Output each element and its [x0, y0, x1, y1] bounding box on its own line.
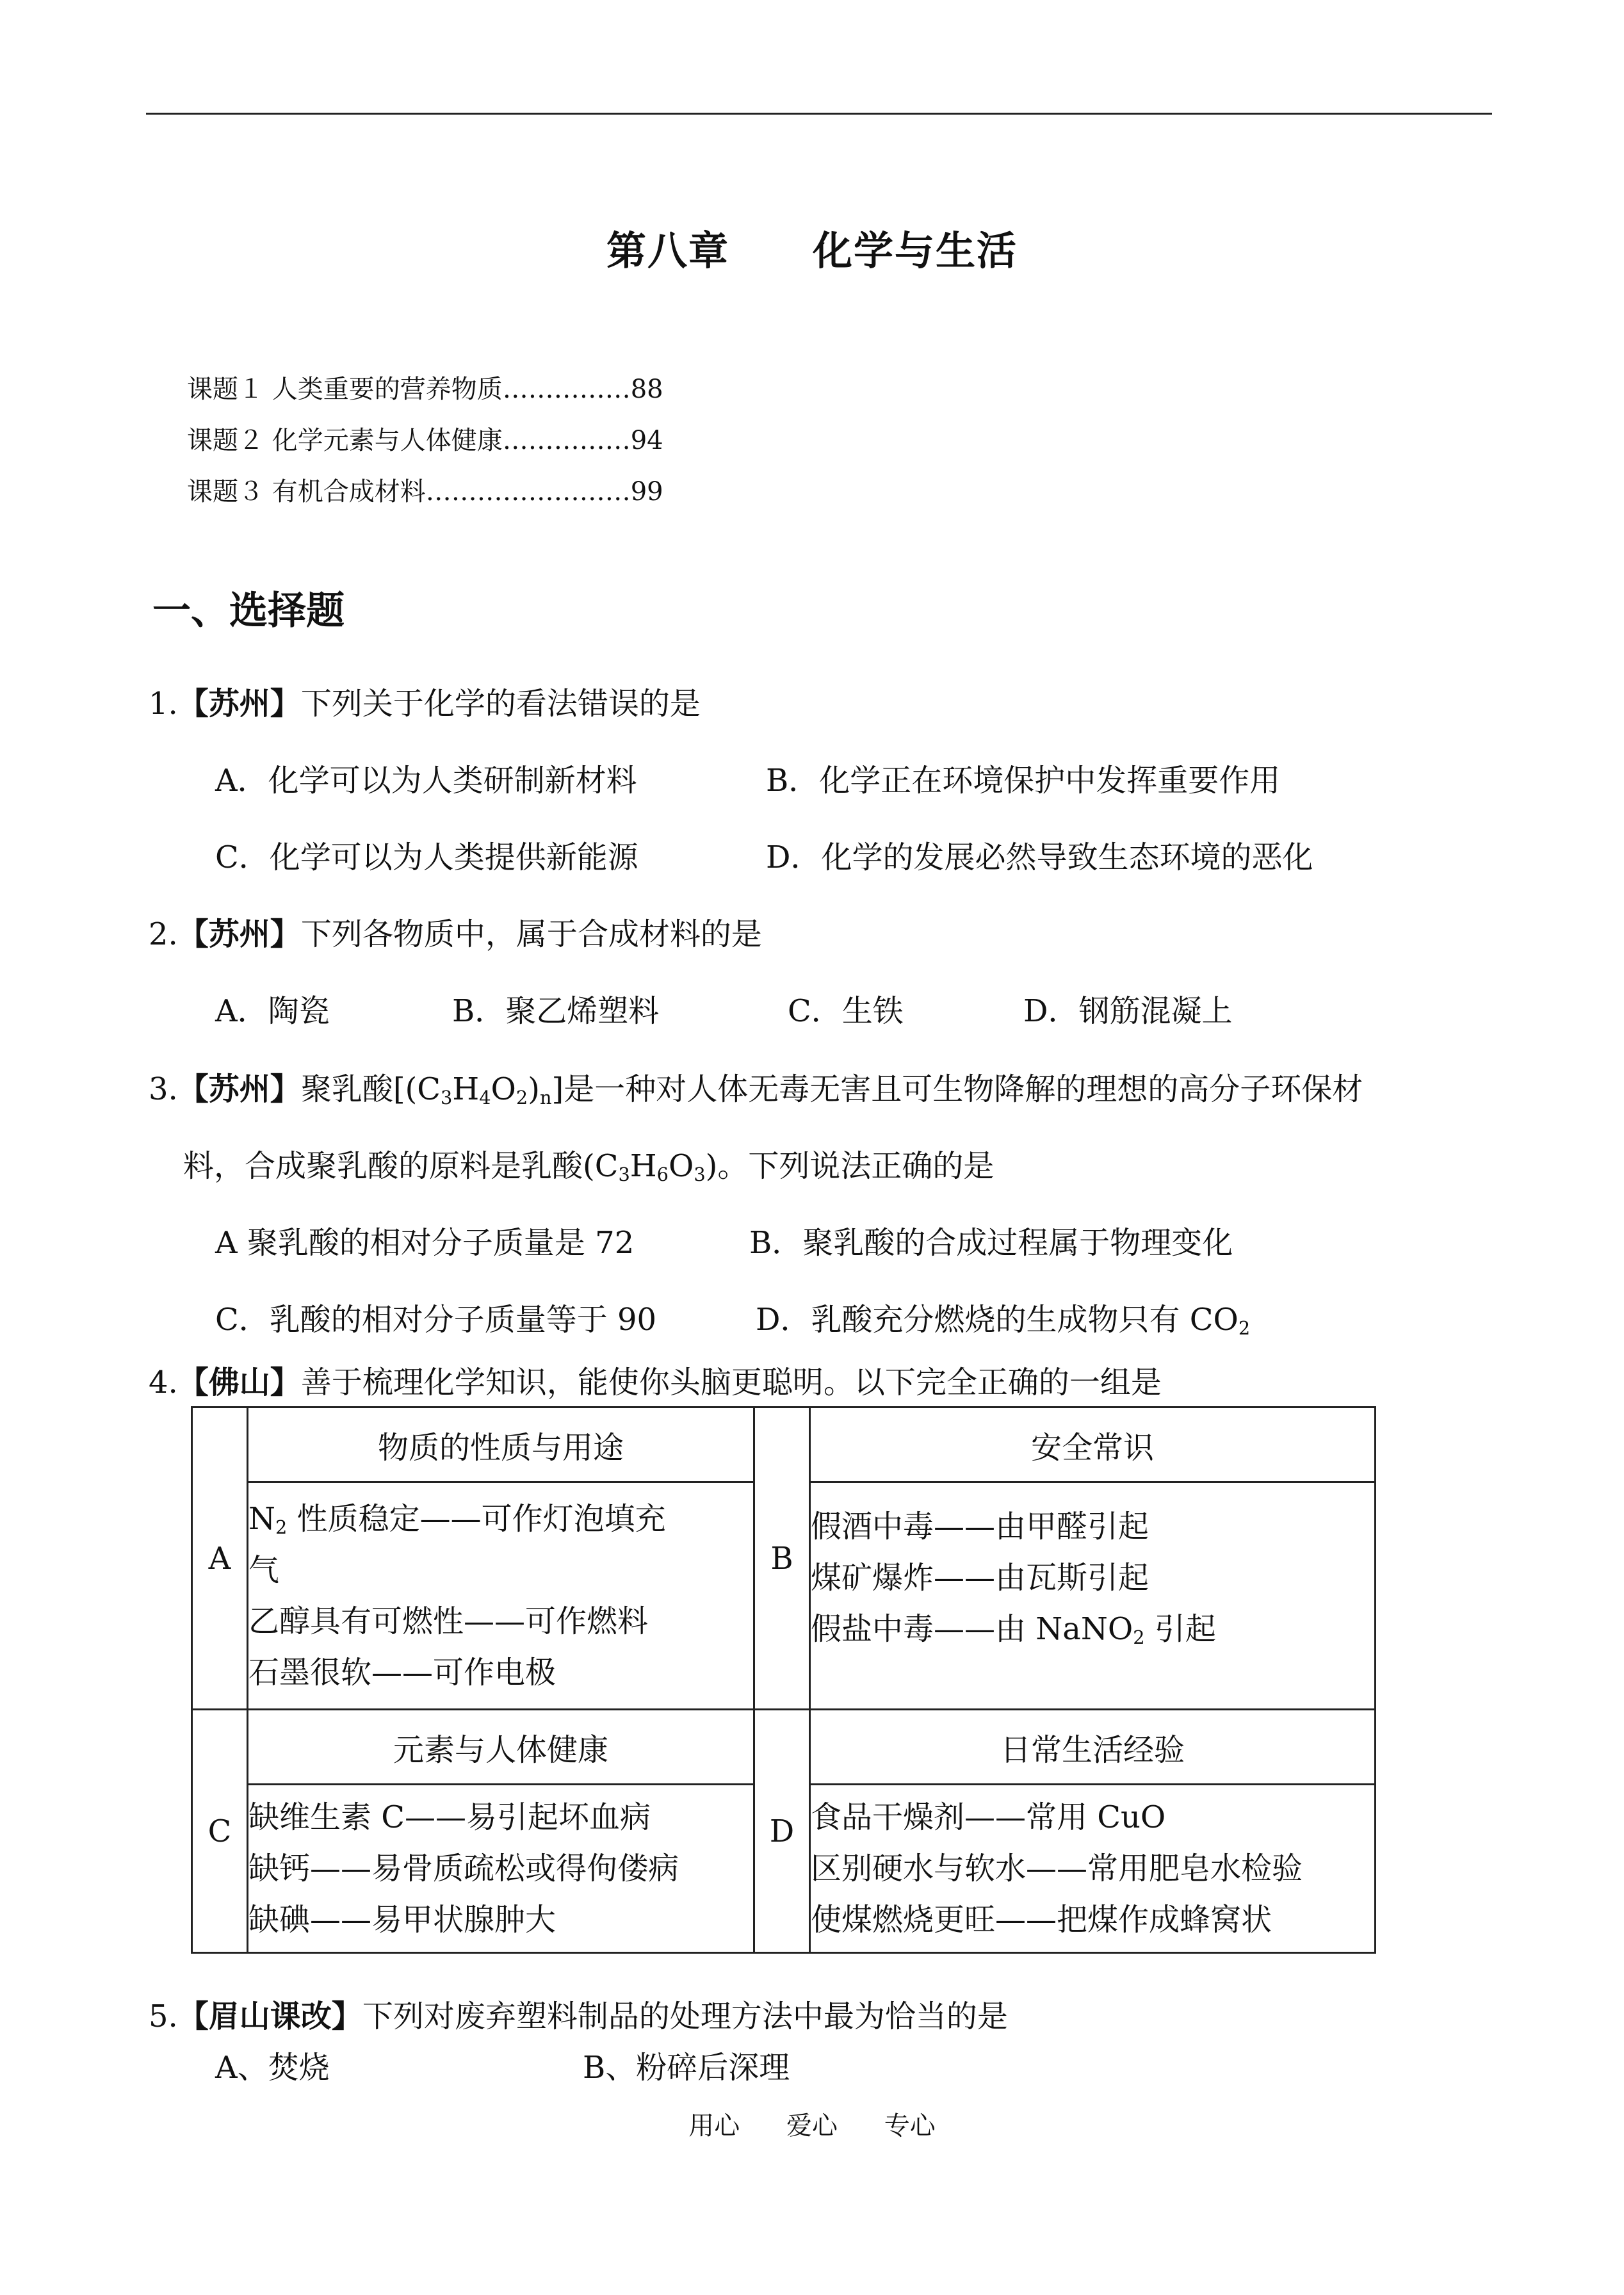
group-c-heading: 元素与人体健康: [248, 1710, 754, 1785]
section-title: 一、选择题: [152, 588, 345, 633]
question-source: 【佛山】: [177, 1365, 301, 1400]
question-text: 善于梳理化学知识，能使你头脑更聪明。以下完全正确的一组是: [300, 1365, 1162, 1400]
group-c-content: 缺维生素 C——易引起坏血病 缺钙——易骨质疏松或得佝偻病 缺碘——易甲状腺肿大: [248, 1785, 754, 1953]
table-of-contents: [187, 364, 663, 517]
toc-item: 课题３ 有机合成材料……………………99: [187, 477, 663, 507]
toc-item: 课题１ 人类重要的营养物质……………88: [187, 375, 663, 404]
chapter-title: [0, 219, 1624, 276]
toc-item: 课题２ 化学元素与人体健康……………94: [187, 426, 663, 455]
question-2-stem: [149, 909, 762, 953]
question-5-stem: [149, 1991, 1008, 2036]
q3-option-a: A 聚乳酸的相对分子质量是 72: [215, 1225, 635, 1261]
question-source: 【苏州】: [177, 686, 301, 722]
q2-option-b: B．聚乙烯塑料: [452, 993, 660, 1029]
option-letter-a: A: [192, 1407, 248, 1710]
question-text: 聚乳酸$[(C_3H_4O_2)_n]$是一种对人体无毒无害且可生物降解的理想的高分子环保材: [300, 1071, 1363, 1109]
header-rule: [146, 113, 1492, 115]
question-source: 【苏州】: [177, 916, 301, 952]
q5-option-a: A、焚烧: [215, 2050, 330, 2086]
q2-option-d: D．钢筋混凝上: [1023, 993, 1233, 1029]
group-d-heading: 日常生活经验: [810, 1710, 1376, 1785]
question-text: 下列对废弃塑料制品的处理方法中最为恰当的是: [362, 1999, 1008, 2034]
group-b-heading: 安全常识: [810, 1407, 1376, 1482]
question-number: 4.: [149, 1365, 178, 1400]
question-4-table: [191, 1406, 1376, 1954]
option-letter-b: B: [754, 1407, 810, 1710]
chapter-number: 第八章: [606, 227, 729, 274]
question-text: 下列各物质中，属于合成材料的是: [300, 916, 762, 952]
q3-option-b: B．聚乳酸的合成过程属于物理变化: [749, 1225, 1233, 1261]
q5-option-b: B、粉碎后深理: [583, 2050, 790, 2086]
q3-option-d: D．乳酸充分燃烧的生成物只有 $CO_2$: [756, 1302, 1251, 1340]
question-3-stem-line1: [149, 1064, 1363, 1108]
q1-option-d: D．化学的发展必然导致生态环境的恶化: [766, 839, 1313, 875]
question-text: 下列关于化学的看法错误的是: [300, 686, 701, 722]
option-letter-c: C: [192, 1710, 248, 1953]
question-source: 【苏州】: [177, 1071, 301, 1107]
question-number: 3.: [149, 1071, 178, 1107]
question-3-stem-line2: 料，合成聚乳酸的原料是乳酸$(C_3H_6O_3)$。下列说法正确的是: [183, 1148, 995, 1186]
chapter-name: 化学与生活: [813, 227, 1018, 274]
question-number: 5.: [149, 1999, 178, 2034]
option-letter-d: D: [754, 1710, 810, 1953]
q3-option-c: C．乳酸的相对分子质量等于 90: [215, 1302, 657, 1338]
page-footer: 用心 爱心 专心: [688, 2111, 936, 2141]
q2-option-a: A．陶瓷: [215, 993, 330, 1029]
question-number: 2.: [149, 916, 178, 952]
q2-option-c: C．生铁: [788, 993, 904, 1029]
question-4-stem: [149, 1358, 1162, 1402]
question-source: 【眉山课改】: [177, 1999, 362, 2034]
q1-option-a: A．化学可以为人类研制新材料: [215, 763, 637, 799]
question-1-stem: [149, 679, 701, 723]
q1-option-c: C．化学可以为人类提供新能源: [215, 839, 638, 875]
group-d-content: 食品干燥剂——常用 CuO 区别硬水与软水——常用肥皂水检验 使煤燃烧更旺——把煤作成蜂窝状: [810, 1785, 1376, 1953]
group-a-content: $N_2$ 性质稳定——可作灯泡填充 气 乙醇具有可燃性——可作燃料 石墨很软——可作电极: [248, 1482, 754, 1710]
q1-option-b: B．化学正在环境保护中发挥重要作用: [766, 763, 1281, 799]
group-a-heading: 物质的性质与用途: [248, 1407, 754, 1482]
group-b-content: 假酒中毒——由甲醛引起 煤矿爆炸——由瓦斯引起 假盐中毒——由 NaNO$_2$ 引起: [810, 1482, 1376, 1710]
question-number: 1.: [149, 686, 178, 722]
